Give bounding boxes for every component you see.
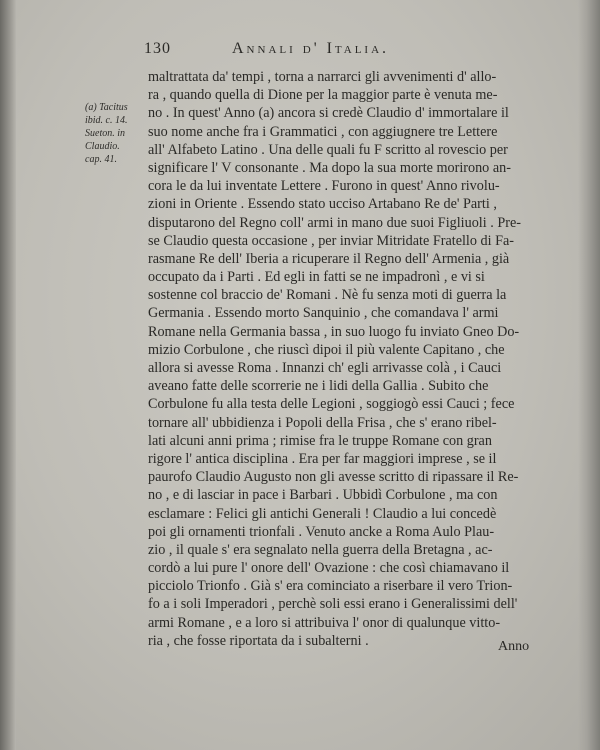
binding-shadow	[0, 0, 16, 750]
margin-note-line: Sueton. in	[85, 128, 125, 139]
running-head: Annali d' Italia.	[232, 40, 390, 57]
text-line: picciolo Trionfo . Già s' era cominciato a riserbare il vero Trion-	[148, 578, 513, 595]
text-line: paurofo Claudio Augusto non gli avesse scritto di ripassare il Re-	[148, 469, 519, 486]
text-line: armi Romane , e a loro si attribuiva l' onor di qualunque vitto-	[148, 614, 501, 631]
text-line: Corbulone fu alla testa delle Legioni , soggiogò essi Cauci ; fece	[148, 396, 515, 413]
text-line: maltrattata da' tempi , torna a narrarci gli avvenimenti d' allo-	[148, 69, 497, 85]
text-line: poi gli ornamenti trionfali . Venuto ancke a Roma Aulo Plau-	[148, 523, 495, 540]
page-number: 130	[144, 40, 171, 57]
margin-note-line: cap. 41.	[85, 154, 117, 165]
text-line: ria , che fosse riportata da i subalterni .	[148, 632, 369, 649]
margin-note-line: ibid. c. 14.	[85, 115, 128, 126]
text-line: Germania . Essendo morto Sanquinio , che comandava l' armi	[148, 305, 499, 322]
text-line: no , e di lasciar in pace i Barbari . Ubbidì Corbulone , ma con	[148, 487, 498, 504]
text-line: mizio Corbulone , che riuscì dipoi il più valente Capitano , che	[148, 341, 505, 358]
catchword: Anno	[498, 639, 530, 654]
text-line: se Claudio questa occasione , per inviar Mitridate Fratello di Fa-	[148, 232, 515, 249]
text-line: rigore l' antica disciplina . Era per far maggiori imprese , se il	[148, 450, 497, 467]
text-line: suo nome anche fra i Grammatici , con aggiugnere tre Lettere	[148, 123, 498, 140]
text-line: disputarono del Regno coll' armi in mano due suoi Figliuoli . Pre-	[148, 214, 521, 231]
text-line: rasmane Re dell' Iberia a ricuperare il Regno dell' Armenia , già	[148, 250, 510, 267]
text-line: no . In quest' Anno (a) ancora si credè Claudio d' immortalare il	[148, 105, 509, 122]
text-line: sostenne col braccio de' Romani . Nè fu senza moti di guerra la	[148, 287, 507, 304]
text-line: Romane nella Germania bassa , in suo luogo fu inviato Gneo Do-	[148, 323, 520, 340]
text-line: tornare all' ubbidienza i Popoli della Frisa , che s' erano ribel-	[148, 414, 497, 431]
text-line: cora le da lui inventate Lettere . Furono in quest' Anno rivolu-	[148, 178, 500, 195]
text-line: fo a i soli Imperadori , perchè soli essi erano i Generalissimi dell'	[148, 596, 518, 613]
text-line: lati alcuni anni prima ; rimise fra le truppe Romane con gran	[148, 432, 492, 449]
page-header	[0, 40, 600, 66]
text-line: all' Alfabeto Latino . Una delle quali fu F scritto al rovescio per	[148, 141, 508, 158]
text-line: occupato da i Parti . Ed egli in fatti se ne impadronì , e vi si	[148, 269, 485, 286]
text-line: aveano fatte delle scorrerie ne i lidi della Gallia . Subito che	[148, 378, 489, 395]
text-line: significare l' V consonante . Ma dopo la sua morte morirono an-	[148, 159, 511, 176]
margin-note	[85, 101, 151, 166]
text-line: allora si avesse Roma . Innanzi ch' egli arrivasse colà , i Cauci	[148, 360, 502, 376]
margin-note-line: Claudio.	[85, 141, 120, 152]
margin-note-line: (a) Tacitus	[85, 102, 128, 113]
body-text	[148, 68, 558, 650]
text-line: ra , quando quella di Dione per la maggior parte è venuta me-	[148, 87, 498, 104]
page-edge-shadow	[578, 0, 600, 750]
text-line: esclamare : Felici gli antichi Generali ! Claudio a lui concedè	[148, 505, 497, 522]
text-line: zio , il quale s' era segnalato nella guerra della Bretagna , ac-	[148, 541, 493, 558]
text-line: zioni in Oriente . Essendo stato ucciso Artabano Re de' Parti ,	[148, 196, 497, 213]
text-line: cordò a lui pure l' onore dell' Ovazione : che così chiamavano il	[148, 560, 510, 577]
